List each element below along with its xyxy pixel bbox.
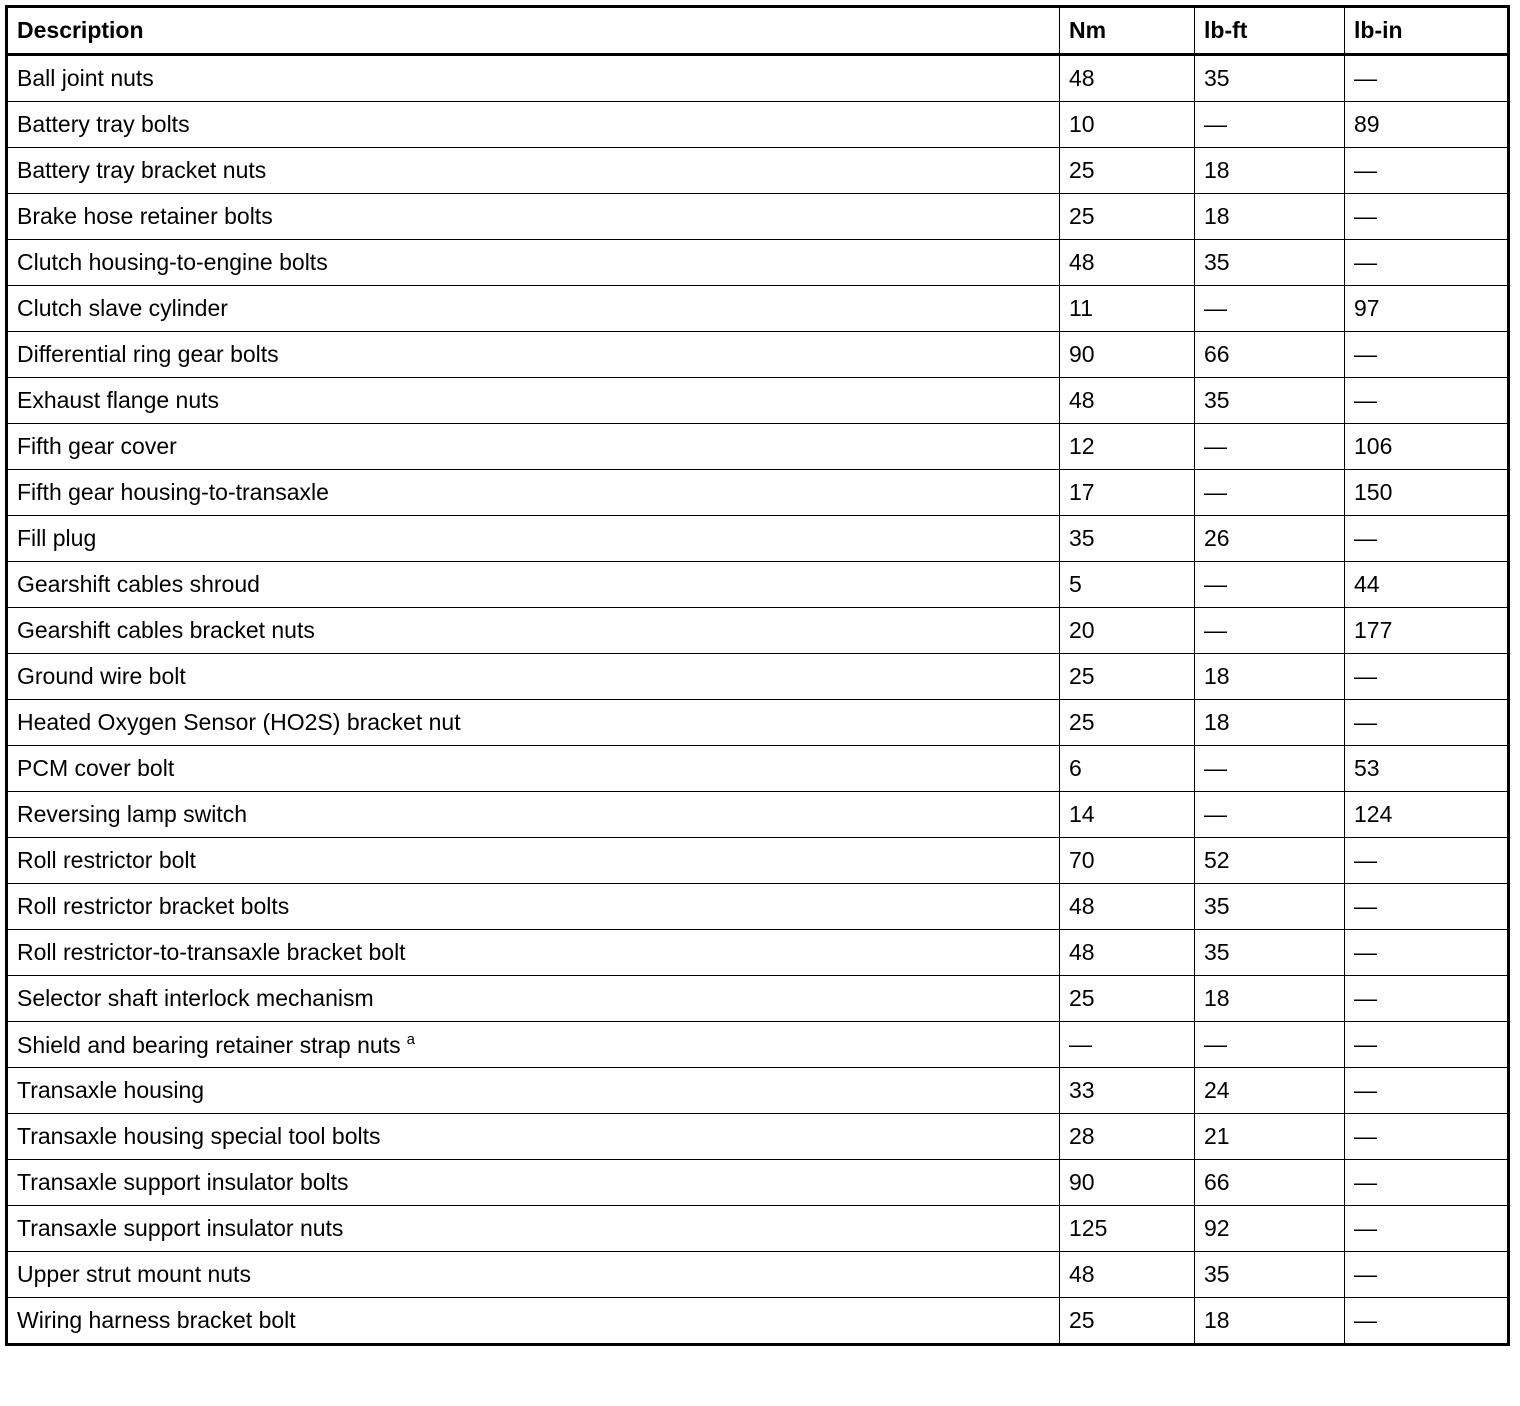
cell-lb-in: 97 [1345, 286, 1509, 332]
cell-lb-in: — [1345, 194, 1509, 240]
cell-lb-ft: 18 [1195, 148, 1345, 194]
cell-lb-ft: 35 [1195, 930, 1345, 976]
cell-description [7, 148, 1060, 194]
cell-description [7, 746, 1060, 792]
cell-description [7, 1206, 1060, 1252]
table-row [7, 746, 1509, 792]
cell-lb-ft: — [1195, 286, 1345, 332]
table-row [7, 884, 1509, 930]
description-text: Upper strut mount nuts [17, 1261, 251, 1287]
cell-description [7, 1068, 1060, 1114]
cell-lb-in: — [1345, 1206, 1509, 1252]
cell-nm: 14 [1060, 792, 1195, 838]
cell-description [7, 792, 1060, 838]
cell-lb-ft: 18 [1195, 700, 1345, 746]
description-text: PCM cover bolt [17, 755, 175, 781]
cell-lb-ft: — [1195, 608, 1345, 654]
cell-description [7, 1298, 1060, 1345]
header-row [7, 7, 1509, 55]
cell-description [7, 654, 1060, 700]
cell-lb-in: — [1345, 976, 1509, 1022]
cell-description [7, 378, 1060, 424]
table-row [7, 562, 1509, 608]
cell-nm: 70 [1060, 838, 1195, 884]
cell-nm: 90 [1060, 1160, 1195, 1206]
cell-description [7, 1022, 1060, 1068]
cell-lb-in: 53 [1345, 746, 1509, 792]
cell-lb-in: — [1345, 930, 1509, 976]
header-lb-ft: lb-ft [1195, 7, 1345, 55]
cell-lb-in: 177 [1345, 608, 1509, 654]
cell-nm: 25 [1060, 194, 1195, 240]
description-text: Clutch slave cylinder [17, 295, 228, 321]
torque-spec-table [5, 5, 1510, 1346]
description-text: Exhaust flange nuts [17, 387, 220, 413]
description-text: Battery tray bracket nuts [17, 157, 267, 183]
table-row [7, 654, 1509, 700]
table-row [7, 55, 1509, 102]
cell-nm: 11 [1060, 286, 1195, 332]
cell-nm: 48 [1060, 378, 1195, 424]
cell-lb-ft: 66 [1195, 1160, 1345, 1206]
description-text: Reversing lamp switch [17, 801, 248, 827]
cell-lb-ft: — [1195, 424, 1345, 470]
table-row [7, 976, 1509, 1022]
description-text: Transaxle support insulator nuts [17, 1215, 344, 1241]
table-row [7, 930, 1509, 976]
footnote-marker: a [406, 1031, 415, 1048]
description-text: Shield and bearing retainer strap nuts [17, 1032, 401, 1058]
cell-description [7, 102, 1060, 148]
table-row [7, 102, 1509, 148]
cell-lb-ft: 18 [1195, 654, 1345, 700]
cell-nm: 12 [1060, 424, 1195, 470]
table-header [7, 7, 1509, 55]
cell-lb-in: — [1345, 1298, 1509, 1345]
cell-description [7, 332, 1060, 378]
table-row [7, 1298, 1509, 1345]
table-row [7, 838, 1509, 884]
description-text: Fifth gear cover [17, 433, 177, 459]
description-text: Battery tray bolts [17, 111, 190, 137]
cell-lb-in: — [1345, 516, 1509, 562]
cell-description [7, 1114, 1060, 1160]
cell-description [7, 884, 1060, 930]
cell-lb-in: 44 [1345, 562, 1509, 608]
cell-lb-ft: 35 [1195, 1252, 1345, 1298]
table-row [7, 1068, 1509, 1114]
cell-lb-in: — [1345, 332, 1509, 378]
description-text: Roll restrictor bracket bolts [17, 893, 290, 919]
header-description: Description [7, 7, 1060, 55]
cell-nm: 20 [1060, 608, 1195, 654]
cell-nm: 25 [1060, 1298, 1195, 1345]
table-row [7, 1206, 1509, 1252]
cell-lb-in: — [1345, 654, 1509, 700]
cell-nm: 5 [1060, 562, 1195, 608]
table-row [7, 792, 1509, 838]
cell-lb-in: — [1345, 884, 1509, 930]
cell-lb-ft: 35 [1195, 378, 1345, 424]
cell-nm: — [1060, 1022, 1195, 1068]
description-text: Differential ring gear bolts [17, 341, 279, 367]
cell-lb-in: — [1345, 240, 1509, 286]
cell-lb-in: — [1345, 378, 1509, 424]
table-row [7, 700, 1509, 746]
cell-description [7, 470, 1060, 516]
table-row [7, 1022, 1509, 1068]
cell-lb-in: 124 [1345, 792, 1509, 838]
description-text: Clutch housing-to-engine bolts [17, 249, 328, 275]
description-text: Ground wire bolt [17, 663, 186, 689]
cell-lb-ft: 35 [1195, 55, 1345, 102]
cell-nm: 35 [1060, 516, 1195, 562]
table-row [7, 194, 1509, 240]
table-row [7, 1114, 1509, 1160]
cell-description [7, 976, 1060, 1022]
cell-description [7, 424, 1060, 470]
cell-nm: 33 [1060, 1068, 1195, 1114]
table-row [7, 332, 1509, 378]
cell-nm: 48 [1060, 240, 1195, 286]
cell-lb-ft: 26 [1195, 516, 1345, 562]
table-row [7, 378, 1509, 424]
cell-lb-in: — [1345, 838, 1509, 884]
cell-lb-in: — [1345, 1022, 1509, 1068]
table-row [7, 1252, 1509, 1298]
description-text: Transaxle support insulator bolts [17, 1169, 349, 1195]
cell-lb-in: 89 [1345, 102, 1509, 148]
cell-nm: 10 [1060, 102, 1195, 148]
cell-lb-in: 106 [1345, 424, 1509, 470]
cell-description [7, 286, 1060, 332]
table-row [7, 516, 1509, 562]
cell-lb-ft: 66 [1195, 332, 1345, 378]
table-row [7, 424, 1509, 470]
table-row [7, 1160, 1509, 1206]
description-text: Selector shaft interlock mechanism [17, 985, 374, 1011]
cell-description [7, 1252, 1060, 1298]
cell-lb-ft: — [1195, 1022, 1345, 1068]
cell-nm: 17 [1060, 470, 1195, 516]
cell-nm: 48 [1060, 930, 1195, 976]
cell-lb-ft: 24 [1195, 1068, 1345, 1114]
table-row [7, 148, 1509, 194]
cell-lb-ft: — [1195, 746, 1345, 792]
cell-lb-ft: 18 [1195, 1298, 1345, 1345]
cell-lb-ft: — [1195, 562, 1345, 608]
cell-description [7, 700, 1060, 746]
cell-lb-in: — [1345, 1252, 1509, 1298]
cell-nm: 48 [1060, 884, 1195, 930]
cell-lb-ft: 18 [1195, 194, 1345, 240]
description-text: Wiring harness bracket bolt [17, 1307, 296, 1333]
cell-lb-ft: — [1195, 470, 1345, 516]
table-row [7, 240, 1509, 286]
cell-lb-ft: 92 [1195, 1206, 1345, 1252]
cell-nm: 6 [1060, 746, 1195, 792]
cell-lb-ft: 35 [1195, 240, 1345, 286]
cell-lb-in: — [1345, 1114, 1509, 1160]
cell-description [7, 194, 1060, 240]
description-text: Roll restrictor-to-transaxle bracket bolt [17, 939, 406, 965]
cell-description [7, 240, 1060, 286]
cell-lb-ft: 35 [1195, 884, 1345, 930]
cell-lb-in: — [1345, 55, 1509, 102]
cell-nm: 28 [1060, 1114, 1195, 1160]
cell-description [7, 608, 1060, 654]
description-text: Ball joint nuts [17, 65, 154, 91]
cell-nm: 25 [1060, 654, 1195, 700]
cell-description [7, 516, 1060, 562]
header-nm: Nm [1060, 7, 1195, 55]
cell-nm: 48 [1060, 1252, 1195, 1298]
cell-nm: 90 [1060, 332, 1195, 378]
description-text: Fill plug [17, 525, 97, 551]
cell-lb-ft: — [1195, 792, 1345, 838]
cell-lb-ft: 18 [1195, 976, 1345, 1022]
cell-lb-in: — [1345, 1068, 1509, 1114]
description-text: Brake hose retainer bolts [17, 203, 273, 229]
description-text: Roll restrictor bolt [17, 847, 196, 873]
cell-nm: 25 [1060, 700, 1195, 746]
cell-lb-in: 150 [1345, 470, 1509, 516]
description-text: Gearshift cables shroud [17, 571, 260, 597]
cell-lb-in: — [1345, 148, 1509, 194]
cell-description [7, 55, 1060, 102]
description-text: Transaxle housing special tool bolts [17, 1123, 381, 1149]
header-lb-in: lb-in [1345, 7, 1509, 55]
cell-nm: 25 [1060, 976, 1195, 1022]
cell-description [7, 838, 1060, 884]
cell-nm: 25 [1060, 148, 1195, 194]
table-row [7, 286, 1509, 332]
cell-lb-ft: — [1195, 102, 1345, 148]
description-text: Fifth gear housing-to-transaxle [17, 479, 329, 505]
cell-nm: 125 [1060, 1206, 1195, 1252]
table-row [7, 470, 1509, 516]
cell-description [7, 1160, 1060, 1206]
cell-lb-in: — [1345, 700, 1509, 746]
cell-lb-ft: 21 [1195, 1114, 1345, 1160]
cell-description [7, 562, 1060, 608]
table-row [7, 608, 1509, 654]
description-text: Gearshift cables bracket nuts [17, 617, 315, 643]
cell-lb-in: — [1345, 1160, 1509, 1206]
table-body [7, 55, 1509, 1345]
cell-description [7, 930, 1060, 976]
cell-lb-ft: 52 [1195, 838, 1345, 884]
cell-nm: 48 [1060, 55, 1195, 102]
description-text: Transaxle housing [17, 1077, 205, 1103]
description-text: Heated Oxygen Sensor (HO2S) bracket nut [17, 709, 461, 735]
